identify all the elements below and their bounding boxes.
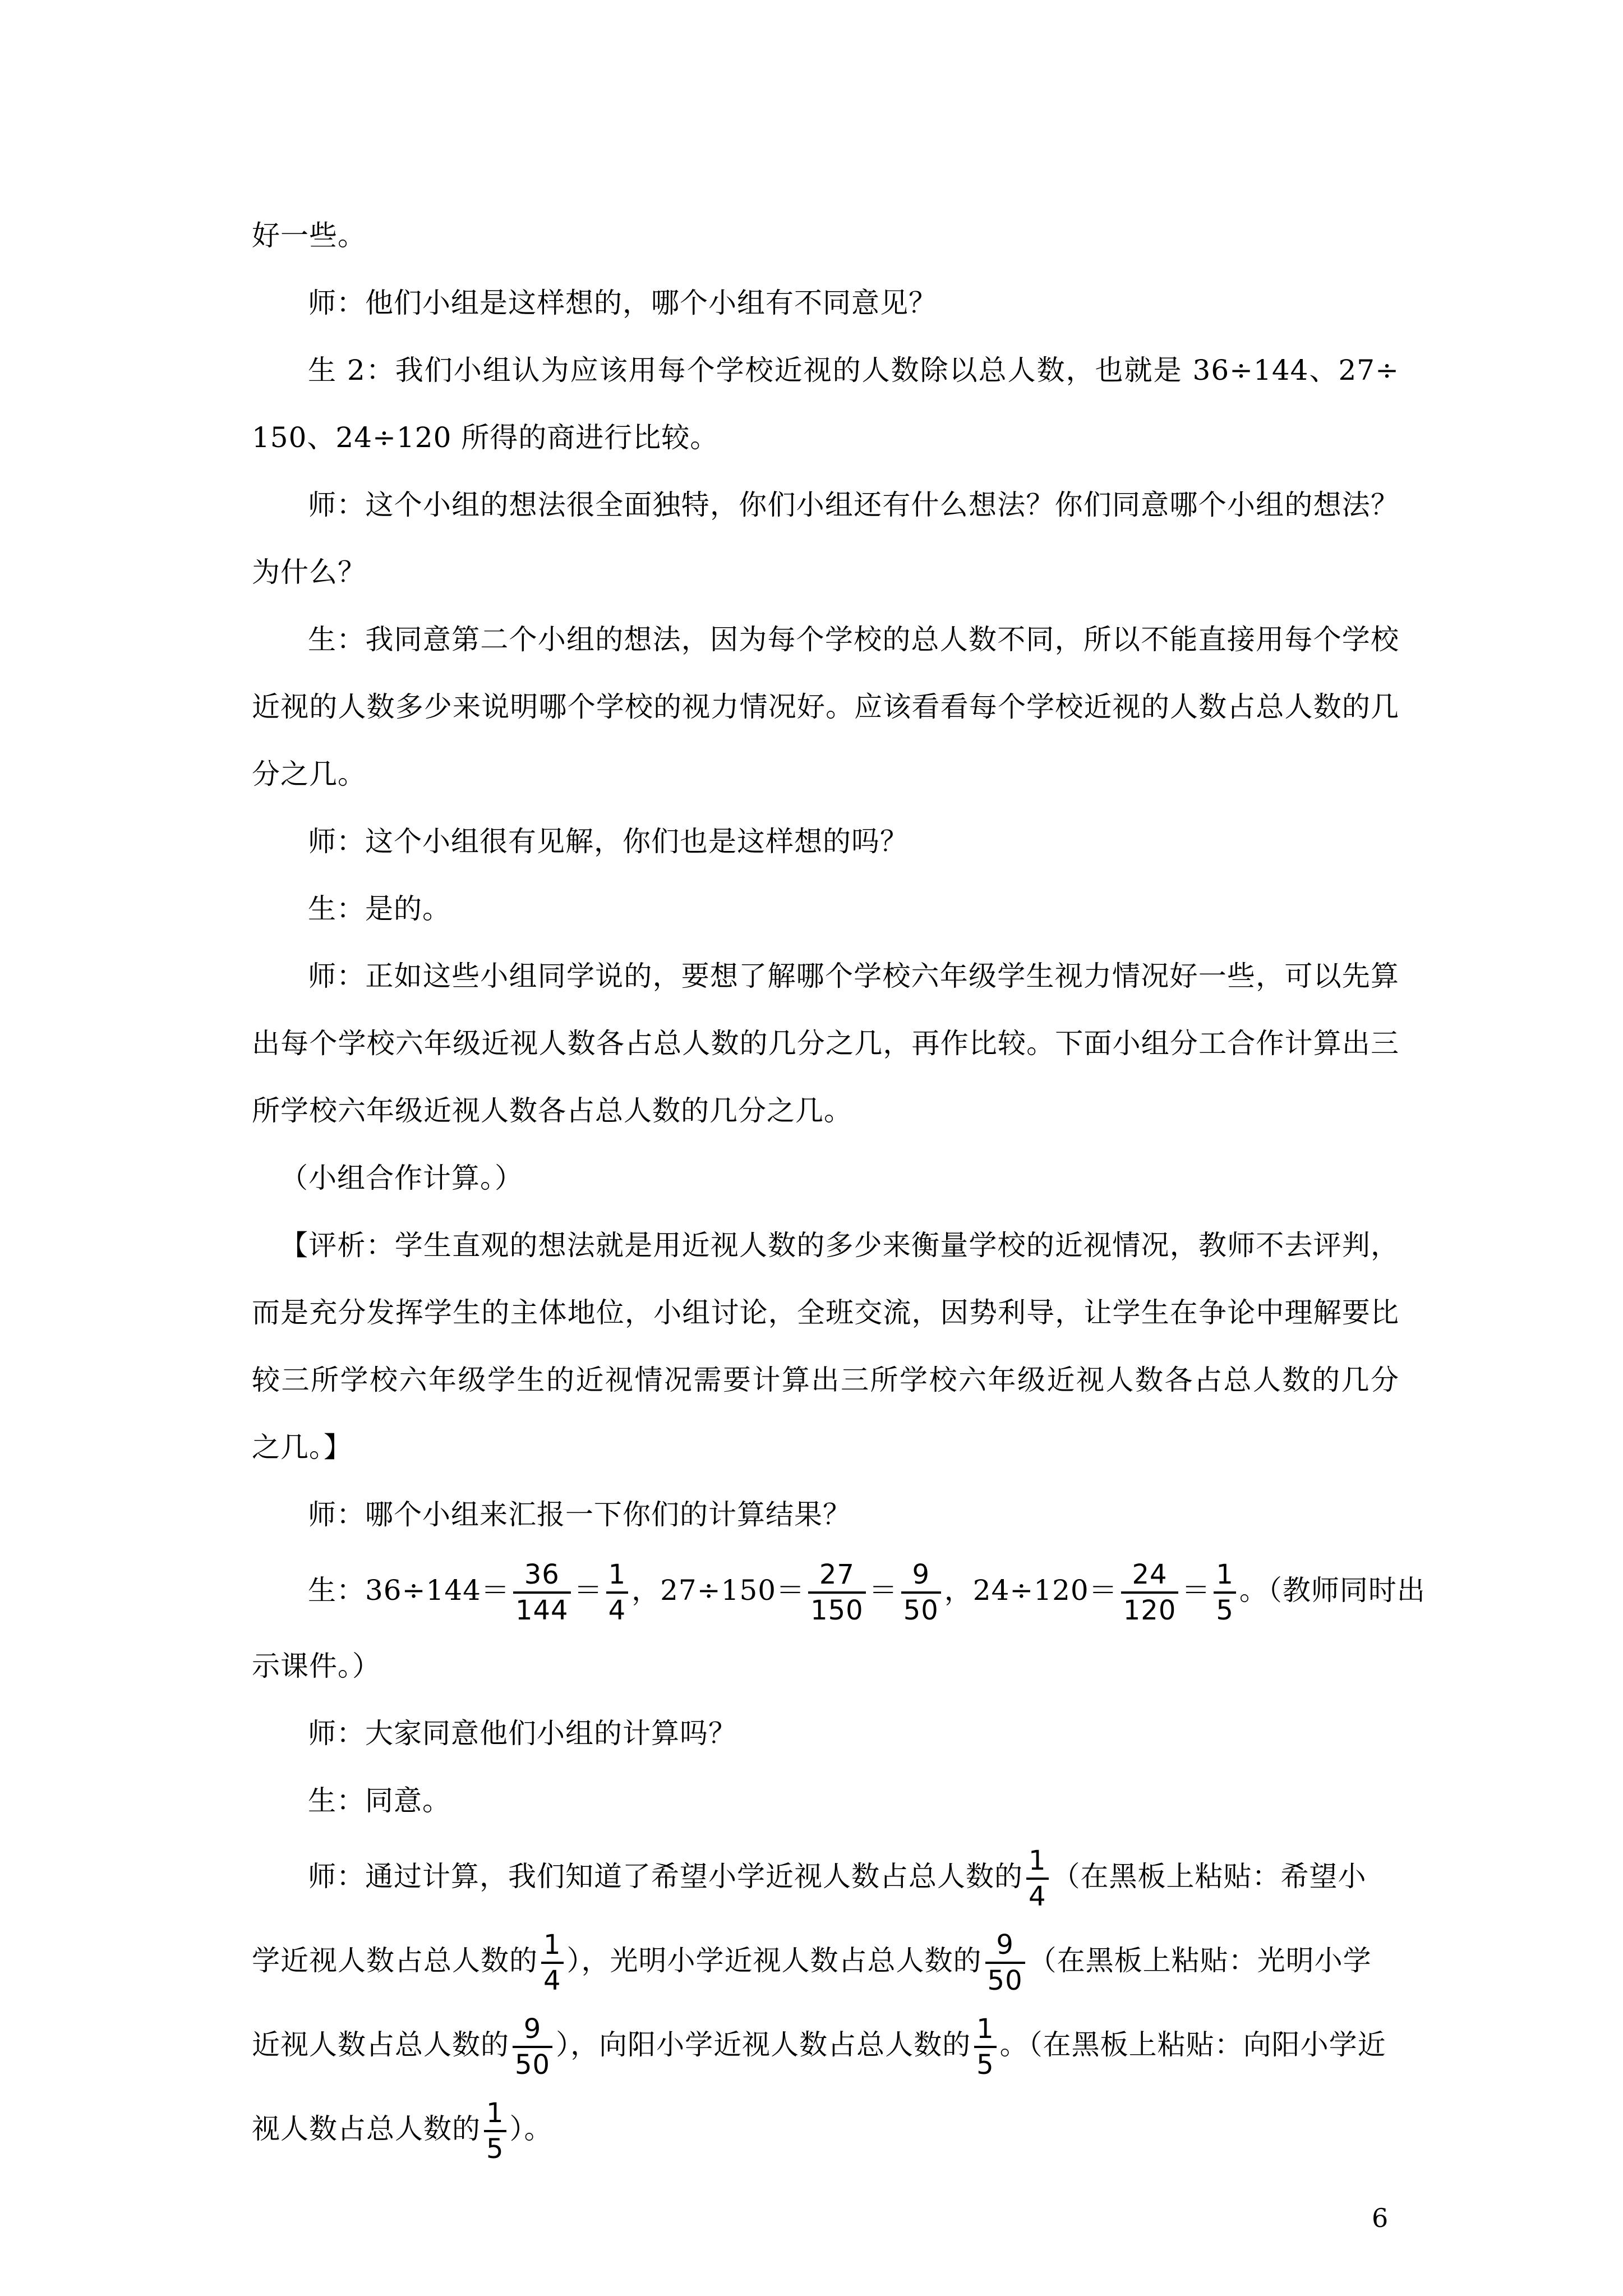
paragraph-line: 示课件。） — [252, 1650, 381, 1682]
paragraph-line: 师：哪个小组来汇报一下你们的计算结果？ — [308, 1498, 851, 1531]
equation-text: 生：36÷144＝ — [308, 1574, 510, 1607]
text-run: （在黑板上粘贴：希望小 — [1052, 1860, 1367, 1893]
paragraph-line: 生：同意。 — [308, 1784, 451, 1817]
commentary-line: 较三所学校六年级学生的近视情况需要计算出三所学校六年级近视人数各占总人数的几分 — [252, 1364, 1399, 1396]
fraction-numerator: 1 — [1026, 1847, 1049, 1880]
fraction-denominator: 4 — [608, 1595, 626, 1626]
fraction-numerator: 1 — [1214, 1561, 1236, 1594]
equation-line — [252, 1548, 1426, 1632]
text-run: （在黑板上粘贴：光明小学 — [1028, 1944, 1372, 1977]
equation-text: ＝ — [869, 1574, 898, 1607]
paragraph-line: （小组合作计算。） — [280, 1162, 523, 1194]
text-run: 近视人数占总人数的 — [252, 2028, 509, 2061]
fraction-denominator: 50 — [987, 1965, 1023, 1996]
fraction-numerator: 1 — [484, 2100, 506, 2132]
text-run: ），光明小学近视人数占总人数的 — [566, 1944, 982, 1977]
paragraph-line — [252, 2087, 1399, 2171]
fraction-denominator: 144 — [515, 1595, 569, 1626]
paragraph-line: 生：是的。 — [308, 892, 451, 925]
equation-text: ＝ — [1182, 1574, 1211, 1607]
equation-text: ，27÷150＝ — [631, 1574, 805, 1607]
paragraph-line: 师：大家同意他们小组的计算吗？ — [308, 1717, 737, 1750]
paragraph-line: 出每个学校六年级近视人数各占总人数的几分之几，再作比较。下面小组分工合作计算出三 — [252, 1027, 1399, 1060]
paragraph-line — [252, 1834, 1399, 1918]
fraction-denominator: 50 — [903, 1595, 939, 1626]
paragraph-line: 好一些。 — [252, 219, 366, 252]
fraction-numerator: 24 — [1121, 1561, 1179, 1594]
fraction-numerator: 9 — [513, 2016, 552, 2048]
fraction-numerator: 1 — [541, 1931, 564, 1964]
fraction-denominator: 50 — [515, 2049, 551, 2081]
text-run: ），向阳小学近视人数占总人数的 — [556, 2028, 971, 2061]
commentary-line: 之几。】 — [252, 1431, 352, 1464]
fraction-numerator: 27 — [808, 1561, 866, 1594]
paragraph-line: 师：他们小组是这样想的，哪个小组有不同意见？ — [308, 287, 937, 319]
fraction — [484, 2097, 506, 2165]
text-run: 视人数占总人数的 — [252, 2113, 481, 2145]
page-body — [252, 202, 1426, 2171]
fraction-denominator: 5 — [486, 2133, 504, 2165]
fraction — [974, 2013, 997, 2081]
paragraph-line: 近视的人数多少来说明哪个学校的视力情况好。应该看看每个学校近视的人数占总人数的几 — [252, 691, 1399, 723]
fraction — [985, 1931, 1025, 1994]
fraction-numerator: 9 — [901, 1561, 941, 1594]
equation-text: 。（教师同时出 — [1239, 1574, 1426, 1607]
paragraph-line: 为什么？ — [252, 556, 366, 588]
paragraph-line: 师：这个小组很有见解，你们也是这样想的吗？ — [308, 825, 909, 858]
paragraph-line: 生 2：我们小组认为应该用每个学校近视的人数除以总人数，也就是 36÷144、27÷ — [308, 354, 1399, 386]
fraction — [606, 1561, 629, 1624]
fraction-numerator: 36 — [513, 1561, 571, 1594]
paragraph-line: 师：正如这些小组同学说的，要想了解哪个学校六年级学生视力情况好一些，可以先算 — [308, 960, 1399, 992]
fraction-numerator: 1 — [606, 1561, 629, 1594]
equation-text: ＝ — [574, 1574, 603, 1607]
equation-text: ，24÷120＝ — [944, 1574, 1118, 1607]
commentary-line: 【评析：学生直观的想法就是用近视人数的多少来衡量学校的近视情况，教师不去评判， — [280, 1229, 1399, 1262]
text-run: 。（在黑板上粘贴：向阳小学近 — [999, 2028, 1386, 2061]
paragraph-line — [252, 1918, 1399, 2003]
text-run: ）。 — [509, 2113, 553, 2145]
fraction — [541, 1931, 564, 1994]
fraction — [808, 1561, 866, 1624]
fraction-denominator: 120 — [1123, 1595, 1177, 1626]
fraction — [513, 2013, 552, 2081]
fraction — [901, 1561, 941, 1624]
fraction-denominator: 4 — [1029, 1881, 1046, 1912]
fraction-denominator: 5 — [1216, 1595, 1234, 1626]
paragraph-line: 分之几。 — [252, 758, 366, 790]
fraction-numerator: 1 — [974, 2016, 997, 2048]
paragraph-line: 150、24÷120 所得的商进行比较。 — [252, 421, 719, 454]
text-run: 学近视人数占总人数的 — [252, 1944, 538, 1977]
paragraph-line: 生：我同意第二个小组的想法，因为每个学校的总人数不同，所以不能直接用每个学校 — [308, 623, 1399, 656]
paragraph-line: 所学校六年级近视人数各占总人数的几分之几。 — [252, 1094, 852, 1127]
paragraph-line — [252, 2003, 1399, 2087]
page-number: 6 — [1372, 2203, 1389, 2233]
fraction-denominator: 150 — [810, 1595, 864, 1626]
paragraph-line: 师：这个小组的想法很全面独特，你们小组还有什么想法？你们同意哪个小组的想法？ — [308, 489, 1399, 521]
fraction-denominator: 5 — [976, 2049, 994, 2081]
commentary-line: 而是充分发挥学生的主体地位，小组讨论，全班交流，因势利导，让学生在争论中理解要比 — [252, 1296, 1399, 1329]
fraction — [1121, 1561, 1179, 1624]
fraction — [1026, 1847, 1049, 1910]
fraction-denominator: 4 — [543, 1965, 561, 1996]
fraction-numerator: 9 — [985, 1931, 1025, 1964]
fraction — [513, 1561, 571, 1624]
fraction — [1214, 1561, 1236, 1624]
text-run: 师：通过计算，我们知道了希望小学近视人数占总人数的 — [308, 1860, 1023, 1893]
